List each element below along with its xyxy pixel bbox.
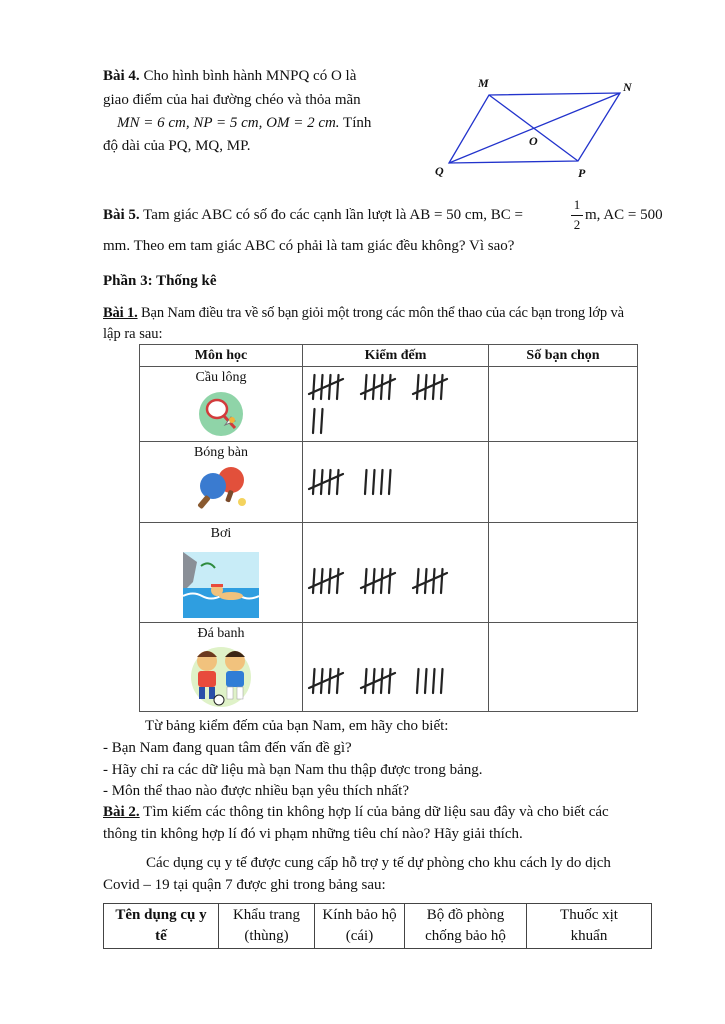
header-tally: Kiểm đếm	[303, 345, 489, 367]
supply-header-cell: Khẩu trang (thùng)	[219, 904, 315, 949]
tally-stroke	[313, 669, 315, 693]
sport-name: Bóng bàn	[193, 445, 249, 460]
supply-header-cell: Tên dụng cụ y tế	[104, 904, 219, 949]
tally-stroke	[381, 569, 383, 593]
supply-header-row	[104, 904, 652, 949]
table-row	[140, 523, 638, 623]
tally-stroke	[433, 669, 435, 693]
tally-stroke	[329, 569, 331, 593]
medical-supply-table	[103, 903, 652, 949]
label-q: Q	[435, 164, 444, 178]
header-chosen: Số bạn chọn	[489, 345, 638, 367]
bai5-frac-den: 2	[573, 217, 581, 232]
table-row	[140, 623, 638, 712]
bai4-line3: MN = 6 cm, NP = 5 cm, OM = 2 cm. Tính	[117, 115, 372, 131]
bai2-line1: Bài 2. Tìm kiếm các thông tin không hợp lí của bảng dữ liệu sau đây và cho biết các	[103, 804, 609, 820]
label-n: N	[623, 80, 632, 94]
tally-marks-pingpong	[303, 442, 489, 522]
bai5-line2: mm. Theo em tam giác ABC có phải là tam giác đều không? Vì sao?	[103, 238, 515, 254]
tally-stroke	[329, 669, 331, 693]
diagonal-nq	[449, 93, 620, 163]
tally-stroke	[337, 375, 339, 399]
tally-stroke	[365, 470, 367, 494]
ping-pong-icon	[189, 464, 253, 514]
tally-cell	[303, 367, 489, 442]
bai4-line1: Bài 4. Cho hình bình hành MNPQ có O là	[103, 68, 357, 84]
tally-stroke	[337, 569, 339, 593]
question-3: - Môn thể thao nào được nhiều bạn yêu thích nhất?	[103, 783, 409, 799]
chosen-cell	[489, 442, 638, 523]
bai1-line2: lập ra sau:	[103, 326, 163, 342]
tally-stroke	[433, 569, 435, 593]
label-m: M	[478, 76, 489, 90]
tally-stroke	[365, 375, 367, 399]
tally-stroke	[321, 409, 323, 433]
sport-cell	[140, 367, 303, 442]
tally-marks-badminton	[303, 367, 489, 441]
tally-stroke	[337, 669, 339, 693]
tally-stroke	[313, 470, 315, 494]
tally-stroke	[381, 375, 383, 399]
tally-stroke	[425, 669, 427, 693]
tally-stroke	[313, 375, 315, 399]
tally-stroke	[313, 409, 315, 433]
tally-stroke	[337, 470, 339, 494]
tally-stroke	[365, 669, 367, 693]
tally-cell	[303, 442, 489, 523]
chosen-cell	[489, 623, 638, 712]
tally-stroke	[381, 470, 383, 494]
sport-cell	[140, 623, 303, 712]
tally-stroke	[441, 569, 443, 593]
tally-stroke	[441, 375, 443, 399]
tally-stroke	[329, 470, 331, 494]
tally-table	[139, 344, 638, 712]
question-intro: Từ bảng kiểm đếm của bạn Nam, em hãy cho biết:	[145, 718, 449, 734]
tally-marks-soccer	[303, 623, 489, 711]
table-row	[140, 367, 638, 442]
tally-stroke	[373, 470, 375, 494]
bai4-math: MN = 6 cm, NP = 5 cm, OM = 2 cm.	[117, 115, 340, 131]
tally-stroke	[381, 669, 383, 693]
tally-cell	[303, 623, 489, 712]
supply-header-cell: Bộ đồ phòng chống bảo hộ	[405, 904, 527, 949]
sport-name: Đá banh	[197, 626, 245, 641]
tally-stroke	[329, 375, 331, 399]
supply-header-cell: Thuốc xịt khuẩn	[527, 904, 652, 949]
header-subject: Môn học	[140, 345, 303, 367]
bai4-line4: độ dài của PQ, MQ, MP.	[103, 138, 251, 154]
tally-stroke	[389, 470, 391, 494]
tally-stroke	[441, 669, 443, 693]
tally-stroke	[365, 569, 367, 593]
question-2: - Hãy chỉ ra các dữ liệu mà bạn Nam thu thập được trong bảng.	[103, 762, 483, 778]
label-p: P	[578, 166, 586, 180]
tally-stroke	[417, 669, 419, 693]
tally-stroke	[389, 375, 391, 399]
swimming-icon	[183, 552, 259, 618]
chosen-cell	[489, 523, 638, 623]
parallelogram-figure	[430, 70, 650, 190]
sport-cell	[140, 523, 303, 623]
bai2-line2: thông tin không hợp lí đó vi phạm những tiêu chí nào? Hãy giải thích.	[103, 826, 523, 842]
section-title: Phần 3: Thống kê	[103, 273, 217, 289]
bai1-line1: Bài 1. Bạn Nam điều tra về số bạn giỏi một trong các môn thể thao của các bạn trong lớp và	[103, 305, 624, 321]
bai1-label: Bài 1.	[103, 305, 138, 321]
fraction-bar	[571, 215, 583, 216]
tally-stroke	[417, 375, 419, 399]
sport-name: Cầu lông	[195, 370, 247, 385]
bai5-line1-end: m, AC = 500	[585, 207, 663, 223]
label-o: O	[529, 134, 538, 148]
bai4-label: Bài 4.	[103, 68, 140, 84]
supply-header-cell: Kính bảo hộ (cái)	[315, 904, 405, 949]
tally-marks-swimming	[303, 523, 489, 622]
tally-stroke	[433, 375, 435, 399]
soccer-icon	[181, 645, 261, 707]
tally-stroke	[389, 569, 391, 593]
bai5-line1: Bài 5. Tam giác ABC có số đo các cạnh lần lượt là AB = 50 cm, BC =	[103, 207, 523, 223]
chosen-cell	[489, 367, 638, 442]
table-row	[140, 442, 638, 523]
tally-stroke	[417, 569, 419, 593]
bai2-paragraph-2: Covid – 19 tại quận 7 được ghi trong bảng sau:	[103, 877, 386, 893]
bai2-label: Bài 2.	[103, 804, 140, 820]
badminton-icon	[195, 389, 247, 437]
bai5-frac-num: 1	[573, 197, 581, 212]
bai4-line2: giao điểm của hai đường chéo và thỏa mãn	[103, 92, 361, 108]
sport-cell	[140, 442, 303, 523]
sport-name: Bơi	[210, 526, 232, 541]
tally-stroke	[313, 569, 315, 593]
question-1: - Bạn Nam đang quan tâm đến vấn đề gì?	[103, 740, 352, 756]
tally-cell	[303, 523, 489, 623]
bai2-paragraph-1: Các dụng cụ y tế được cung cấp hỗ trợ y tế dự phòng cho khu cách ly do dịch	[146, 855, 611, 871]
bai5-label: Bài 5.	[103, 207, 140, 223]
tally-stroke	[389, 669, 391, 693]
tally-header-row	[140, 345, 638, 367]
